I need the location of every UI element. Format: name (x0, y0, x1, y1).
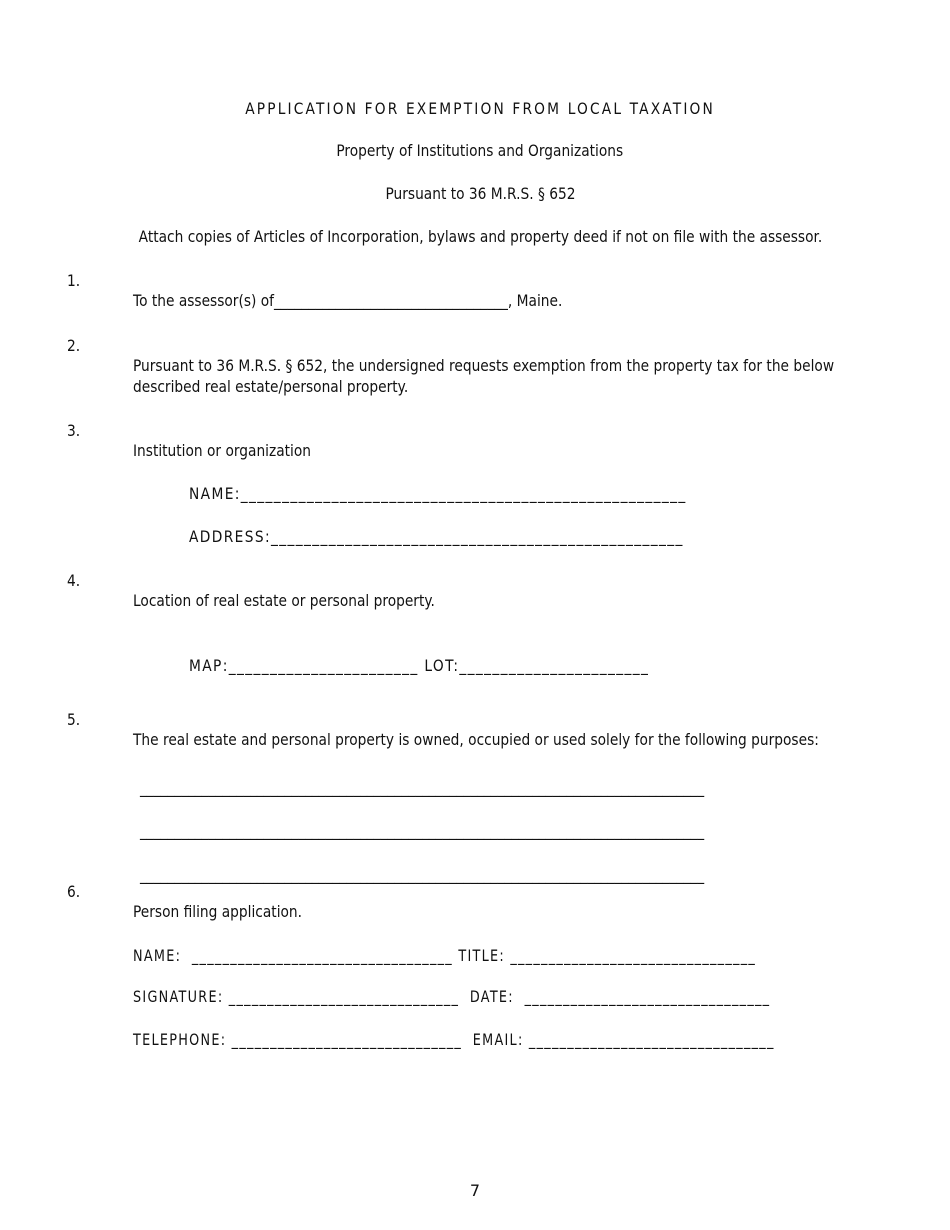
exemption-request-line-1: Pursuant to 36 M.R.S. § 652, the undersigned requests exemption from the property tax for the below (133, 356, 835, 375)
form-title: APPLICATION FOR EXEMPTION FROM LOCAL TAXATION (245, 99, 715, 118)
item-number-1: 1. (67, 271, 81, 290)
page-number: 7 (469, 1181, 481, 1200)
form-subtitle: Property of Institutions and Organizations (336, 141, 624, 160)
filer-name-title-fields[interactable]: NAME: __________________________________ TITLE: ________________________________ (133, 946, 757, 965)
filer-label: Person filing application. (133, 902, 303, 921)
attachment-instruction: Attach copies of Articles of Incorporation, bylaws and property deed if not on file with the assessor. (138, 227, 822, 246)
map-lot-field[interactable]: MAP:_______________________ LOT:_______________________ (189, 656, 650, 675)
item-number-5: 5. (67, 710, 81, 729)
assessor-town-field[interactable]: To the assessor(s) of__________________________________, Maine. (133, 291, 563, 310)
purposes-line-2[interactable]: __________________________________________________________________________________ (140, 821, 705, 840)
item-number-6: 6. (67, 882, 81, 901)
item-number-4: 4. (67, 571, 81, 590)
institution-label: Institution or organization (133, 441, 312, 460)
item-number-2: 2. (67, 336, 81, 355)
item-number-3: 3. (67, 421, 81, 440)
property-location-label: Location of real estate or personal property. (133, 591, 436, 610)
institution-name-field[interactable]: NAME:______________________________________________________ (189, 484, 687, 503)
statute-reference: Pursuant to 36 M.R.S. § 652 (385, 184, 576, 203)
purposes-label: The real estate and personal property is owned, occupied or used solely for the following purposes: (133, 730, 820, 749)
purposes-line-3[interactable]: __________________________________________________________________________________ (140, 865, 705, 884)
institution-address-field[interactable]: ADDRESS:__________________________________________________ (189, 527, 684, 546)
purposes-line-1[interactable]: __________________________________________________________________________________ (140, 778, 705, 797)
filer-signature-date-fields[interactable]: SIGNATURE: ______________________________ DATE: ________________________________ (133, 987, 771, 1006)
exemption-request-line-2: described real estate/personal property. (133, 377, 409, 396)
filer-telephone-email-fields[interactable]: TELEPHONE: ______________________________ EMAIL: ________________________________ (133, 1030, 775, 1049)
